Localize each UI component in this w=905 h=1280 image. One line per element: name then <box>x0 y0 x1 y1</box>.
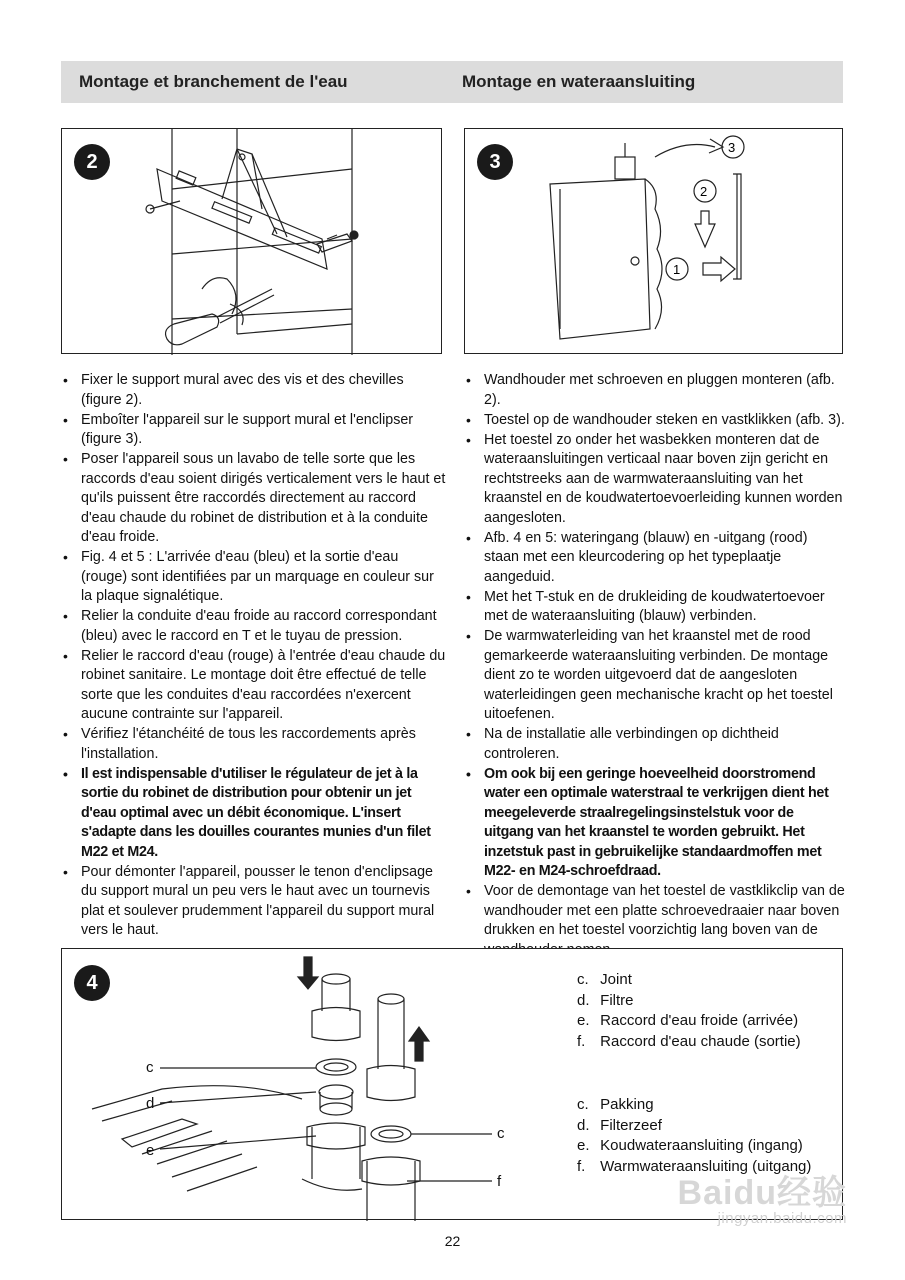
figure-number-badge: 2 <box>74 144 110 180</box>
list-item: • Fixer le support mural avec des vis et des chevilles (figure 2). <box>61 371 446 410</box>
legend-row: c. Joint <box>577 971 632 988</box>
list-item: • Fig. 4 et 5 : L'arrivée d'eau (bleu) et la sortie d'eau (rouge) sont identifiées par un marquage en couleur sur la plaque signalétique. <box>61 548 446 607</box>
list-item: • Met het T-stuk en de drukleiding de koudwatertoevoer met de wateraansluiting (blauw) verbinden. <box>464 588 846 627</box>
callout-d-left: d <box>146 1095 155 1112</box>
list-item: • Toestel op de wandhouder steken en vastklikken (afb. 3). <box>464 411 846 431</box>
list-item-important: • Om ook bij een geringe hoeveelheid doorstromend water een optimale waterstraal te verkrijgen dient het meegeleverde straalregelingsinstelstuk voor de uitgang van het kraanstel te worden gebruikt. Het inzetstuk past in gebruikelijke standaardmoffen met M22- en M24-schroefdraad. <box>464 765 846 882</box>
list-item: • Relier la conduite d'eau froide au raccord correspondant (bleu) avec le raccord en T et le tuyau de pression. <box>61 607 446 646</box>
list-item: • Voor de demontage van het toestel de vastklikclip van de wandhouder met een platte schroevedraaier naar boven drukken en het toestel voorzichtig lang boven van de <box>464 882 846 960</box>
list-item: • Na de installatie alle verbindingen op dichtheid controleren. <box>464 725 846 764</box>
list-item: • Wandhouder met schroeven en pluggen monteren (afb. 2). <box>464 371 846 410</box>
legend-fr <box>577 970 801 1052</box>
step-1-label: 1 <box>673 262 681 277</box>
list-item: • Poser l'appareil sous un lavabo de telle sorte que les raccords d'eau soient dirigés verticalement vers le haut et qu'ils puissent être raccordés directement au raccord d'eau chaude du robinet de distribution et à la conduite d'eau froide. <box>61 450 446 548</box>
figure-number-badge: 3 <box>477 144 513 180</box>
callout-e-left: e <box>146 1142 155 1159</box>
header-title-fr: Montage et branchement de l'eau <box>79 72 348 91</box>
list-item: • Relier le raccord d'eau (rouge) à l'entrée d'eau chaude du robinet sanitaire. Le montage doit être effectué de telle sorte que les conduites d'eau raccordées n'exercent aucune contrainte sur l'appareil. <box>61 647 446 725</box>
figure-2-wall-bracket <box>61 128 442 354</box>
section-header <box>61 61 843 103</box>
list-item: • De warmwaterleiding van het kraanstel met de rood gemarkeerde wateraansluiting verbinden. De montage dient zo te worden uitgevoerd dat de aangesloten waterleidingen geen mechanische kracht op het toestel uitoefenen. <box>464 627 846 725</box>
step-3-label: 3 <box>728 140 736 155</box>
page-number: 22 <box>444 1233 461 1249</box>
callout-c-right: c <box>497 1125 505 1142</box>
legend-row: e. Raccord d'eau froide (arrivée) <box>577 1012 799 1029</box>
list-item: • Emboîter l'appareil sur le support mural et l'enclipser (figure 3). <box>61 411 446 450</box>
legend-row: d. Filtre <box>577 991 634 1009</box>
watermark-brand: Baidu经验 <box>677 1174 847 1212</box>
list-item: • Pour démonter l'appareil, pousser le tenon d'enclipsage du support mural un peu vers le haut avec un tournevis plat et soulever prudemment l'appareil du support mural vers le haut. <box>61 863 446 941</box>
list-item: • Het toestel zo onder het wasbekken monteren dat de wateraansluitingen verticaal naar boven zijn gericht en rechtstreeks aan de warmwateraansluiting van het kraanstel en de koudwatertoevoerleiding kunnen worden aangesloten. <box>464 431 846 529</box>
legend-row: d. Filterzeef <box>577 1116 662 1134</box>
figure-number-badge: 4 <box>74 965 110 1001</box>
callout-c-left: c <box>146 1059 154 1076</box>
bullet-list-nl <box>464 371 846 961</box>
list-item: • Afb. 4 en 5: wateringang (blauw) en -uitgang (rood) staan met een kleurcodering op het typeplaatje aangeduid. <box>464 529 846 588</box>
list-item-important: • Il est indispensable d'utiliser le régulateur de jet à la sortie du robinet de distribution pour obtenir un jet d'eau optimal avec un débit économique. L'insert s'adapte dans les douilles courantes munies d'un filet M22 et M24. <box>61 765 446 863</box>
legend-row: c. Pakking <box>577 1096 654 1113</box>
callout-f-right: f <box>497 1173 502 1190</box>
mount-appliance-illustration <box>465 129 844 355</box>
legend-row: f. Raccord d'eau chaude (sortie) <box>577 1032 801 1050</box>
watermark-url: jingyan.baidu.com <box>717 1210 847 1227</box>
step-2-label: 2 <box>700 184 708 199</box>
header-title-nl: Montage en wateraansluiting <box>462 72 696 91</box>
watermark <box>678 1165 847 1227</box>
figure-3-mount-appliance <box>464 128 843 354</box>
wall-bracket-illustration <box>62 129 443 355</box>
bullet-list-fr <box>61 371 446 941</box>
legend-row: f. Warmwateraansluiting (uitgang) <box>577 1157 812 1175</box>
legend-row: e. Koudwateraansluiting (ingang) <box>577 1137 803 1154</box>
list-item: • Vérifiez l'étanchéité de tous les raccordements après l'installation. <box>61 725 446 764</box>
